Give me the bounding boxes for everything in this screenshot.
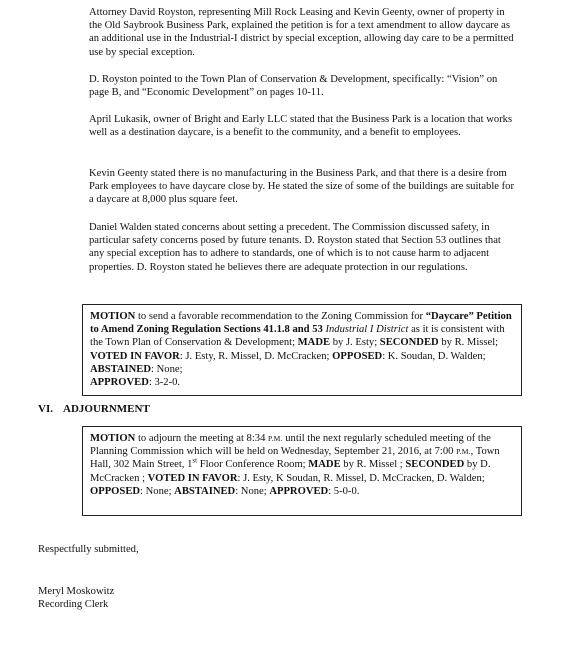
section-heading-adjournment	[38, 403, 150, 416]
paragraph-walden: Daniel Walden stated concerns about setting a precedent. The Commission discussed safety, in particular safety concerns posed by future tenants. D. Royston stated that Section 53 outlines that any special exception has to adhere to standards, one of which is to not cause harm to adjacent properties. D. Royston stated he believes there are adequate protection in our regulations.	[89, 222, 501, 273]
seconded-label: SECONDED	[379, 337, 439, 349]
section-title: ADJOURNMENT	[63, 403, 150, 415]
made-by: by R. Missel ;	[340, 459, 406, 471]
made-label: MADE	[297, 337, 331, 349]
made-by: by J. Esty;	[330, 337, 380, 349]
motion-text: , Town Hall, 302 Main Street, 1	[90, 446, 500, 471]
voted-names: : J. Esty, R. Missel, D. McCracken;	[179, 350, 333, 362]
opposed-names: : K. Soudan, D. Walden;	[382, 350, 486, 362]
opposed-label: OPPOSED	[90, 485, 141, 497]
seconded-by: by D. McCracken ;	[90, 459, 491, 484]
seconded-label: SECONDED	[405, 459, 465, 471]
approved-vote: : 3-2-0.	[148, 377, 181, 389]
opposed-names: : None;	[140, 485, 175, 497]
motion-label: MOTION	[90, 311, 136, 322]
motion-label: MOTION	[90, 433, 136, 444]
ordinal-suffix: st	[192, 456, 198, 465]
abstained-label: ABSTAINED	[174, 485, 236, 497]
paragraph-royston-petition: Attorney David Royston, representing Mill Rock Leasing and Kevin Geenty, owner of property in the Old Saybrook Business Park, explained the petition is for a text amendment to allow daycare as an additional use in the Industrial-I district by special exception, allowing day care to be a permitted use by special exception.	[89, 7, 514, 58]
voted-label: VOTED IN FAVOR	[147, 472, 238, 484]
approved-vote: : 5-0-0.	[328, 485, 360, 497]
motion-box-adjourn	[82, 426, 522, 516]
approved-label: APPROVED	[90, 377, 149, 389]
made-label: MADE	[308, 459, 341, 471]
paragraph-geenty: Kevin Geenty stated there is no manufacturing in the Business Park, and that there is a desire from Park employees to have daycare close by. He stated the size of some of the buildings are suitable for a daycare at 8,000 plus square feet.	[89, 168, 514, 206]
motion-text: to adjourn the meeting at 8:34	[135, 433, 269, 444]
motion-daycare-text	[90, 310, 514, 389]
voted-label: VOTED IN FAVOR	[90, 350, 180, 362]
abstained-names: : None;	[235, 485, 270, 497]
paragraph-lukasik: April Lukasik, owner of Bright and Early LLC stated that the Business Park is a location that works well as a destination daycare, is a benefit to the community, and a benefit to employees.	[89, 114, 513, 139]
abstained-label: ABSTAINED	[90, 363, 152, 375]
seconded-by: by R. Missel;	[438, 337, 499, 349]
motion-adjourn-text	[90, 432, 514, 498]
motion-text: Floor Conference Room;	[197, 459, 309, 471]
approved-label: APPROVED	[269, 485, 329, 497]
district-name: Industrial I District	[322, 324, 409, 336]
signer-role: Recording Clerk	[38, 599, 109, 610]
time-suffix: P.M.	[456, 447, 471, 457]
time-suffix: P.M.	[268, 434, 283, 443]
section-number: VI.	[38, 403, 53, 415]
voted-names: : J. Esty, K Soudan, R. Missel, D. McCracken, D. Walden;	[237, 472, 485, 484]
signer-name: Meryl Moskowitz	[38, 586, 115, 597]
opposed-label: OPPOSED	[332, 350, 383, 362]
petition-title: “Daycare” Petition to Amend Zoning Regulation Sections 41.1.8 and 53	[90, 311, 512, 336]
closing-submitted: Respectfully submitted,	[38, 544, 139, 555]
paragraph-town-plan: D. Royston pointed to the Town Plan of Conservation & Development, specifically: “Vision” on page B, and “Economic Development” on pages 10-11.	[89, 74, 498, 99]
motion-text: to send a favorable recommendation to the Zoning Commission for	[135, 311, 426, 322]
motion-text: until the next regularly scheduled meeting of the Planning Commission which will be held on Wednesday, September 21, 2016, at 7:00	[90, 433, 491, 458]
abstained-names: : None;	[151, 363, 183, 375]
motion-text: as it is consistent with the Town Plan of Conservation & Development;	[90, 324, 505, 349]
motion-box-daycare	[82, 304, 522, 396]
